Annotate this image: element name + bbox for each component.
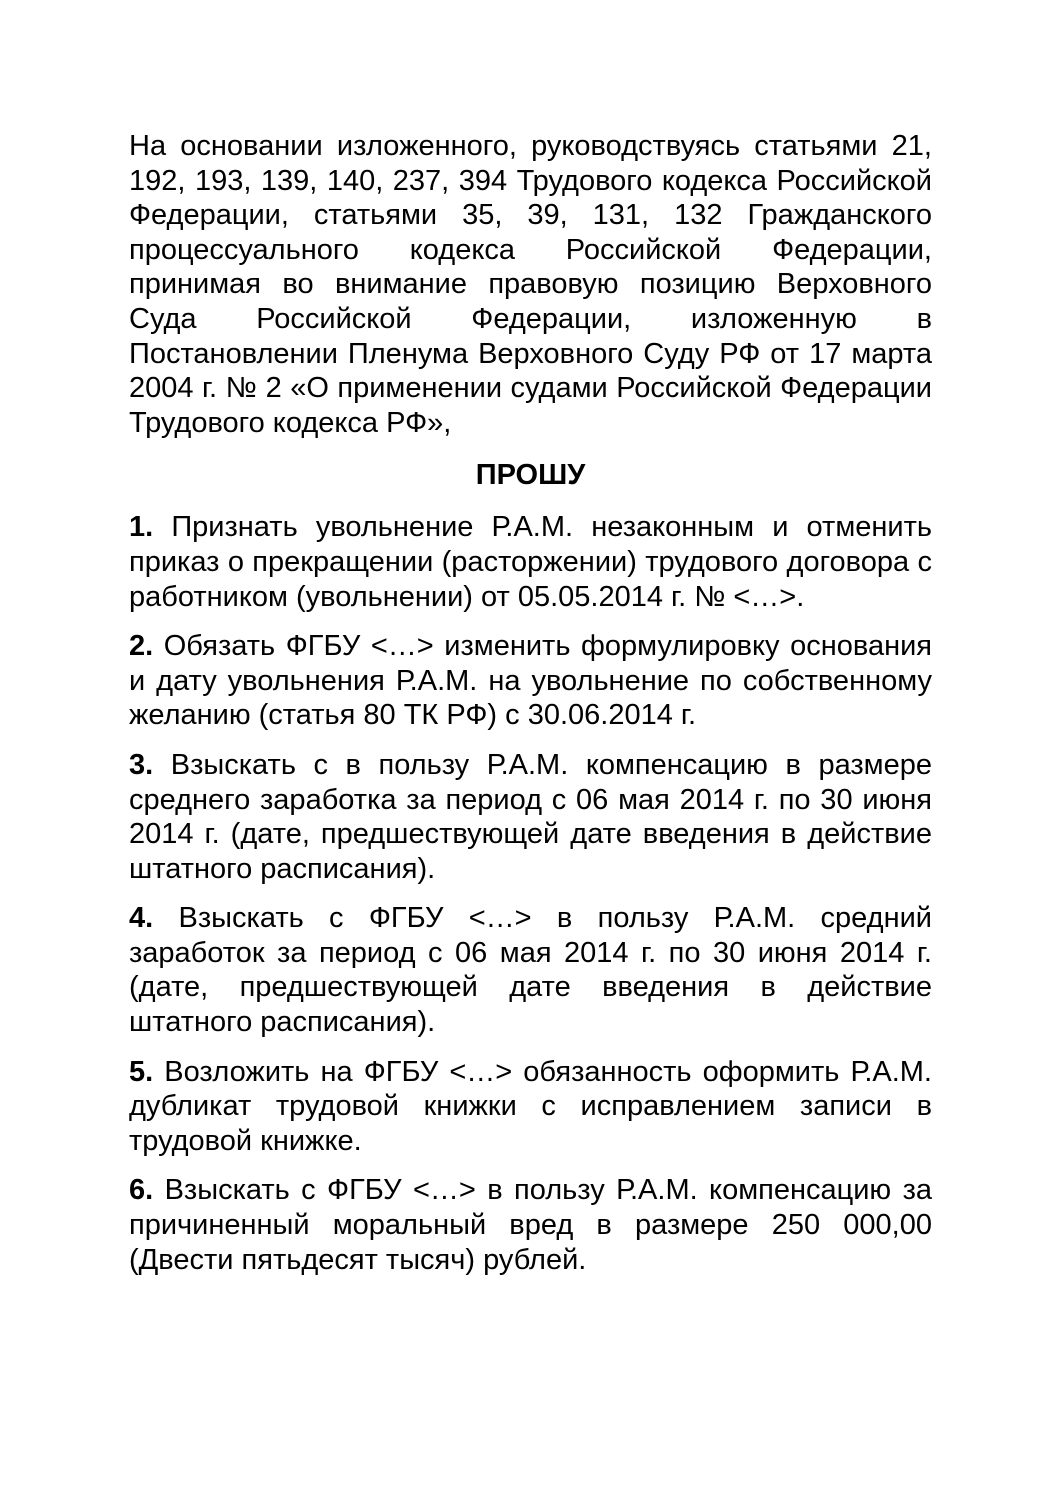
item-text: Обязать ФГБУ <…> изменить формулировку основания и дату увольнения Р.А.М. на увольнение по собственному желанию (статья 80 ТК РФ) с 30.06.2014 г. bbox=[129, 630, 932, 732]
item-text: Признать увольнение Р.А.М. незаконным и отменить приказ о прекращении (расторжении) трудового договора с работником (увольнении) от 05.05.2014 г. № <…>. bbox=[129, 511, 932, 613]
request-item-6 bbox=[129, 1173, 932, 1277]
item-number: 2. bbox=[129, 630, 154, 663]
item-text: Взыскать с в пользу Р.А.М. компенсацию в размере среднего заработка за период с 06 мая 2014 г. по 30 июня 2014 г. (дате, предшествующей дате введения в действие штатного расписания). bbox=[129, 748, 932, 885]
item-number: 6. bbox=[129, 1174, 154, 1207]
request-item-4 bbox=[129, 901, 932, 1039]
item-number: 4. bbox=[129, 902, 154, 935]
item-text: Возложить на ФГБУ <…> обязанность оформить Р.А.М. дубликат трудовой книжки с исправлением записи в трудовой книжке. bbox=[129, 1055, 932, 1157]
request-item-1 bbox=[129, 510, 932, 614]
item-number: 5. bbox=[129, 1055, 154, 1088]
item-text: Взыскать с ФГБУ <…> в пользу Р.А.М. средний заработок за период с 06 мая 2014 г. по 30 июня 2014 г. (дате, предшествующей дате введения в действие штатного расписания). bbox=[129, 902, 932, 1039]
item-text: Взыскать с ФГБУ <…> в пользу Р.А.М. компенсацию за причиненный моральный вред в размере 250 000,00 (Двести пятьдесят тысяч) рублей. bbox=[129, 1174, 932, 1276]
request-item-2 bbox=[129, 629, 932, 733]
intro-paragraph: На основании изложенного, руководствуясь статьями 21, 192, 193, 139, 140, 237, 394 Трудового кодекса Российской Федерации, статьями 35, 39, 131, 132 Гражданского процессуального кодекса Российской Федерации, принимая во внимание правовую позицию Верховного Суда Российской Федерации, изложенную в Постановлении Пленума Верховного Суду РФ от 17 марта 2004 г. № 2 «О применении судами Российской Федерации Трудового кодекса РФ», bbox=[129, 130, 932, 439]
item-number: 3. bbox=[129, 748, 154, 781]
item-number: 1. bbox=[129, 511, 154, 544]
request-heading: ПРОШУ bbox=[475, 459, 586, 492]
request-item-3 bbox=[129, 748, 932, 886]
request-item-5 bbox=[129, 1055, 932, 1159]
document-page bbox=[129, 129, 932, 1292]
